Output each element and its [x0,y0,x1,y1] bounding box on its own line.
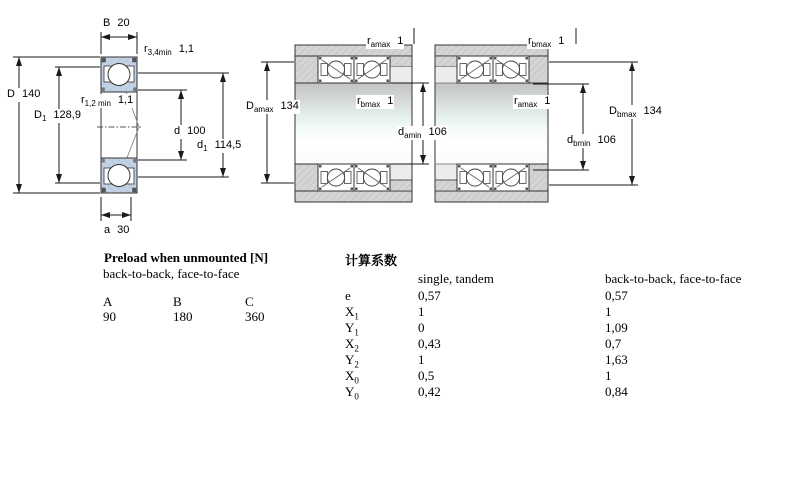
factors-header-2: back-to-back, face-to-face [605,271,742,286]
preload-col-a [103,294,173,324]
factors-row: $Y_2$ 1 1,63 [345,352,628,370]
dim-ramax-right: $r_{amax}$ 1 [514,95,551,110]
preload-value: 90 [103,309,116,324]
preload-header: A [103,294,113,309]
preload-table [103,294,305,324]
dim-Damax: $D_{amax}$ 134 [246,100,299,115]
dim-D1: $D_1$ 128,9 [34,109,81,124]
dim-r34: $r_{3,4min}$ 1,1 [144,43,194,58]
factors-title: 计算系数 [345,253,398,268]
preload-col-c [245,294,305,324]
preload-header: C [245,294,254,309]
factors-row: $Y_0$ 0,42 0,84 [345,384,628,402]
dim-damin: $d_{amin}$ 106 [398,126,447,141]
factors-header-1: single, tandem [418,271,494,286]
dim-ramax-mid: $r_{amax}$ 1 [367,35,404,50]
factors-row: $X_2$ 0,43 0,7 [345,336,622,354]
dim-dbmin: $d_{bmin}$ 106 [567,134,616,149]
dim-Dbmax: $D_{bmax}$ 134 [609,105,662,120]
dim-r12: $r_{1,2 min}$ 1,1 [81,94,134,109]
preload-subtitle: back-to-back, face-to-face [103,266,240,281]
dim-rbmax-mid: $r_{bmax}$ 1 [357,95,394,110]
factors-table [345,288,628,400]
dim-B: B 20 [102,17,131,31]
factors-row: e 0,57 0,57 [345,288,628,303]
preload-value: 360 [245,309,265,324]
preload-header: B [173,294,182,309]
factors-row: $X_0$ 0,5 1 [345,368,612,386]
arrangement-a-drawing [261,28,429,202]
dim-d: d 100 [173,125,206,139]
factors-row: $Y_1$ 0 1,09 [345,320,628,338]
dim-rbmax-right: $r_{bmax}$ 1 [528,35,565,50]
preload-value: 180 [173,309,193,324]
preload-title: Preload when unmounted [N] [104,250,269,265]
preload-col-b [173,294,245,324]
factors-row: $X_1$ 1 1 [345,304,612,322]
dim-D: D 140 [6,88,41,102]
dim-a: a 30 [103,224,130,238]
dim-d1: $d_1$ 114,5 [197,139,242,154]
